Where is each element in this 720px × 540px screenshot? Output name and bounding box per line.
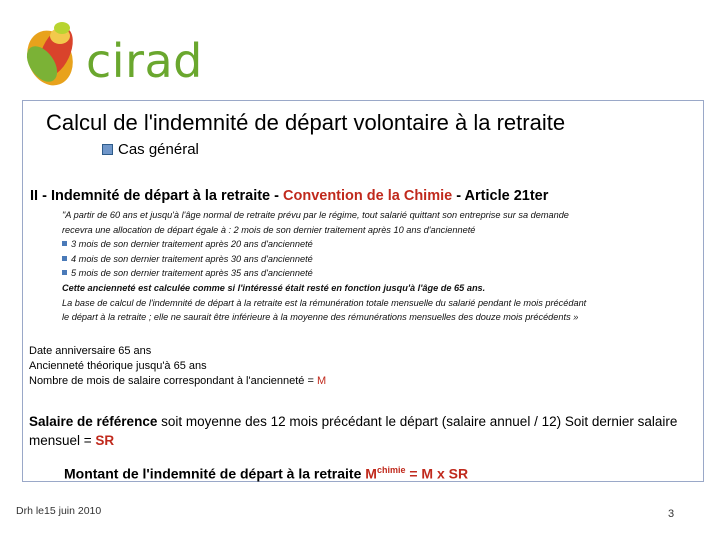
page-number: 3 — [668, 508, 675, 520]
square-bullet-icon — [62, 270, 67, 275]
quote-line: recevra une allocation de départ égale à : 2 mois de son dernier traitement après 10 ans d'ancienneté — [62, 224, 476, 235]
fact-nombre-mois: Nombre de mois de salaire correspondant à l'ancienneté = M — [29, 375, 327, 387]
subhead — [102, 140, 199, 160]
var-m: M — [316, 375, 327, 387]
subhead-text: Cas général — [118, 141, 199, 158]
quote-bullet: 5 mois de son dernier traitement après 35 ans d'ancienneté — [62, 266, 700, 281]
square-bullet-icon — [62, 241, 67, 246]
quote-bold-line: Cette ancienneté est calculée comme si l'intéressé était resté en fonction jusqu'à l'âge de 65 ans. — [62, 282, 486, 293]
quote-line: le départ à la retraite ; elle ne saurait être inférieure à la moyenne des rémunérations mensuelles des douze mois précédents » — [62, 312, 579, 323]
facts-block — [29, 344, 326, 389]
reference-label: Salaire de référence — [29, 414, 158, 429]
quote-line: "A partir de 60 ans et jusqu'à l'âge normal de retraite prévu par le régime, tout salarié quittant son entreprise sur sa demande — [62, 210, 569, 220]
var-sr: SR — [95, 433, 115, 448]
total-prefix: Montant de l'indemnité de départ à la retraite — [64, 465, 366, 482]
section-heading — [30, 188, 548, 204]
section-suffix: - Article 21ter — [452, 188, 549, 204]
slide-title: Calcul de l'indemnité de départ volontaire à la retraite — [46, 110, 566, 135]
logo-wordmark: cirad — [86, 34, 203, 88]
total-equation: = M x SR — [405, 465, 469, 482]
checkbox-bullet-icon — [102, 144, 113, 155]
section-highlight: Convention de la Chimie — [283, 188, 453, 204]
reference-text: soit moyenne des 12 mois précédant le départ (salaire annuel / 12) Soit dernier salaire mensuel = — [29, 414, 678, 448]
total-formula — [64, 465, 468, 482]
square-bullet-icon — [62, 256, 67, 261]
quote-block — [62, 208, 700, 325]
cirad-leaf-icon — [20, 18, 84, 90]
footer-text: Drh le15 juin 2010 — [16, 505, 102, 517]
total-m: M — [365, 465, 377, 482]
total-sup: chimie — [376, 465, 406, 475]
quote-bullet: 4 mois de son dernier traitement après 30 ans d'ancienneté — [62, 252, 700, 267]
quote-bullet: 3 mois de son dernier traitement après 20 ans d'ancienneté — [62, 237, 700, 252]
fact-anciennete: Ancienneté théorique jusqu'à 65 ans — [29, 360, 207, 372]
fact-date: Date anniversaire 65 ans — [29, 345, 152, 357]
reference-salary — [29, 412, 689, 450]
section-prefix: II - Indemnité de départ à la retraite - — [30, 188, 284, 204]
cirad-logo — [20, 18, 203, 90]
quote-line: La base de calcul de l'indemnité de départ à la retraite est la rémunération totale mensuelle du salarié pendant le mois précédant — [62, 297, 587, 308]
